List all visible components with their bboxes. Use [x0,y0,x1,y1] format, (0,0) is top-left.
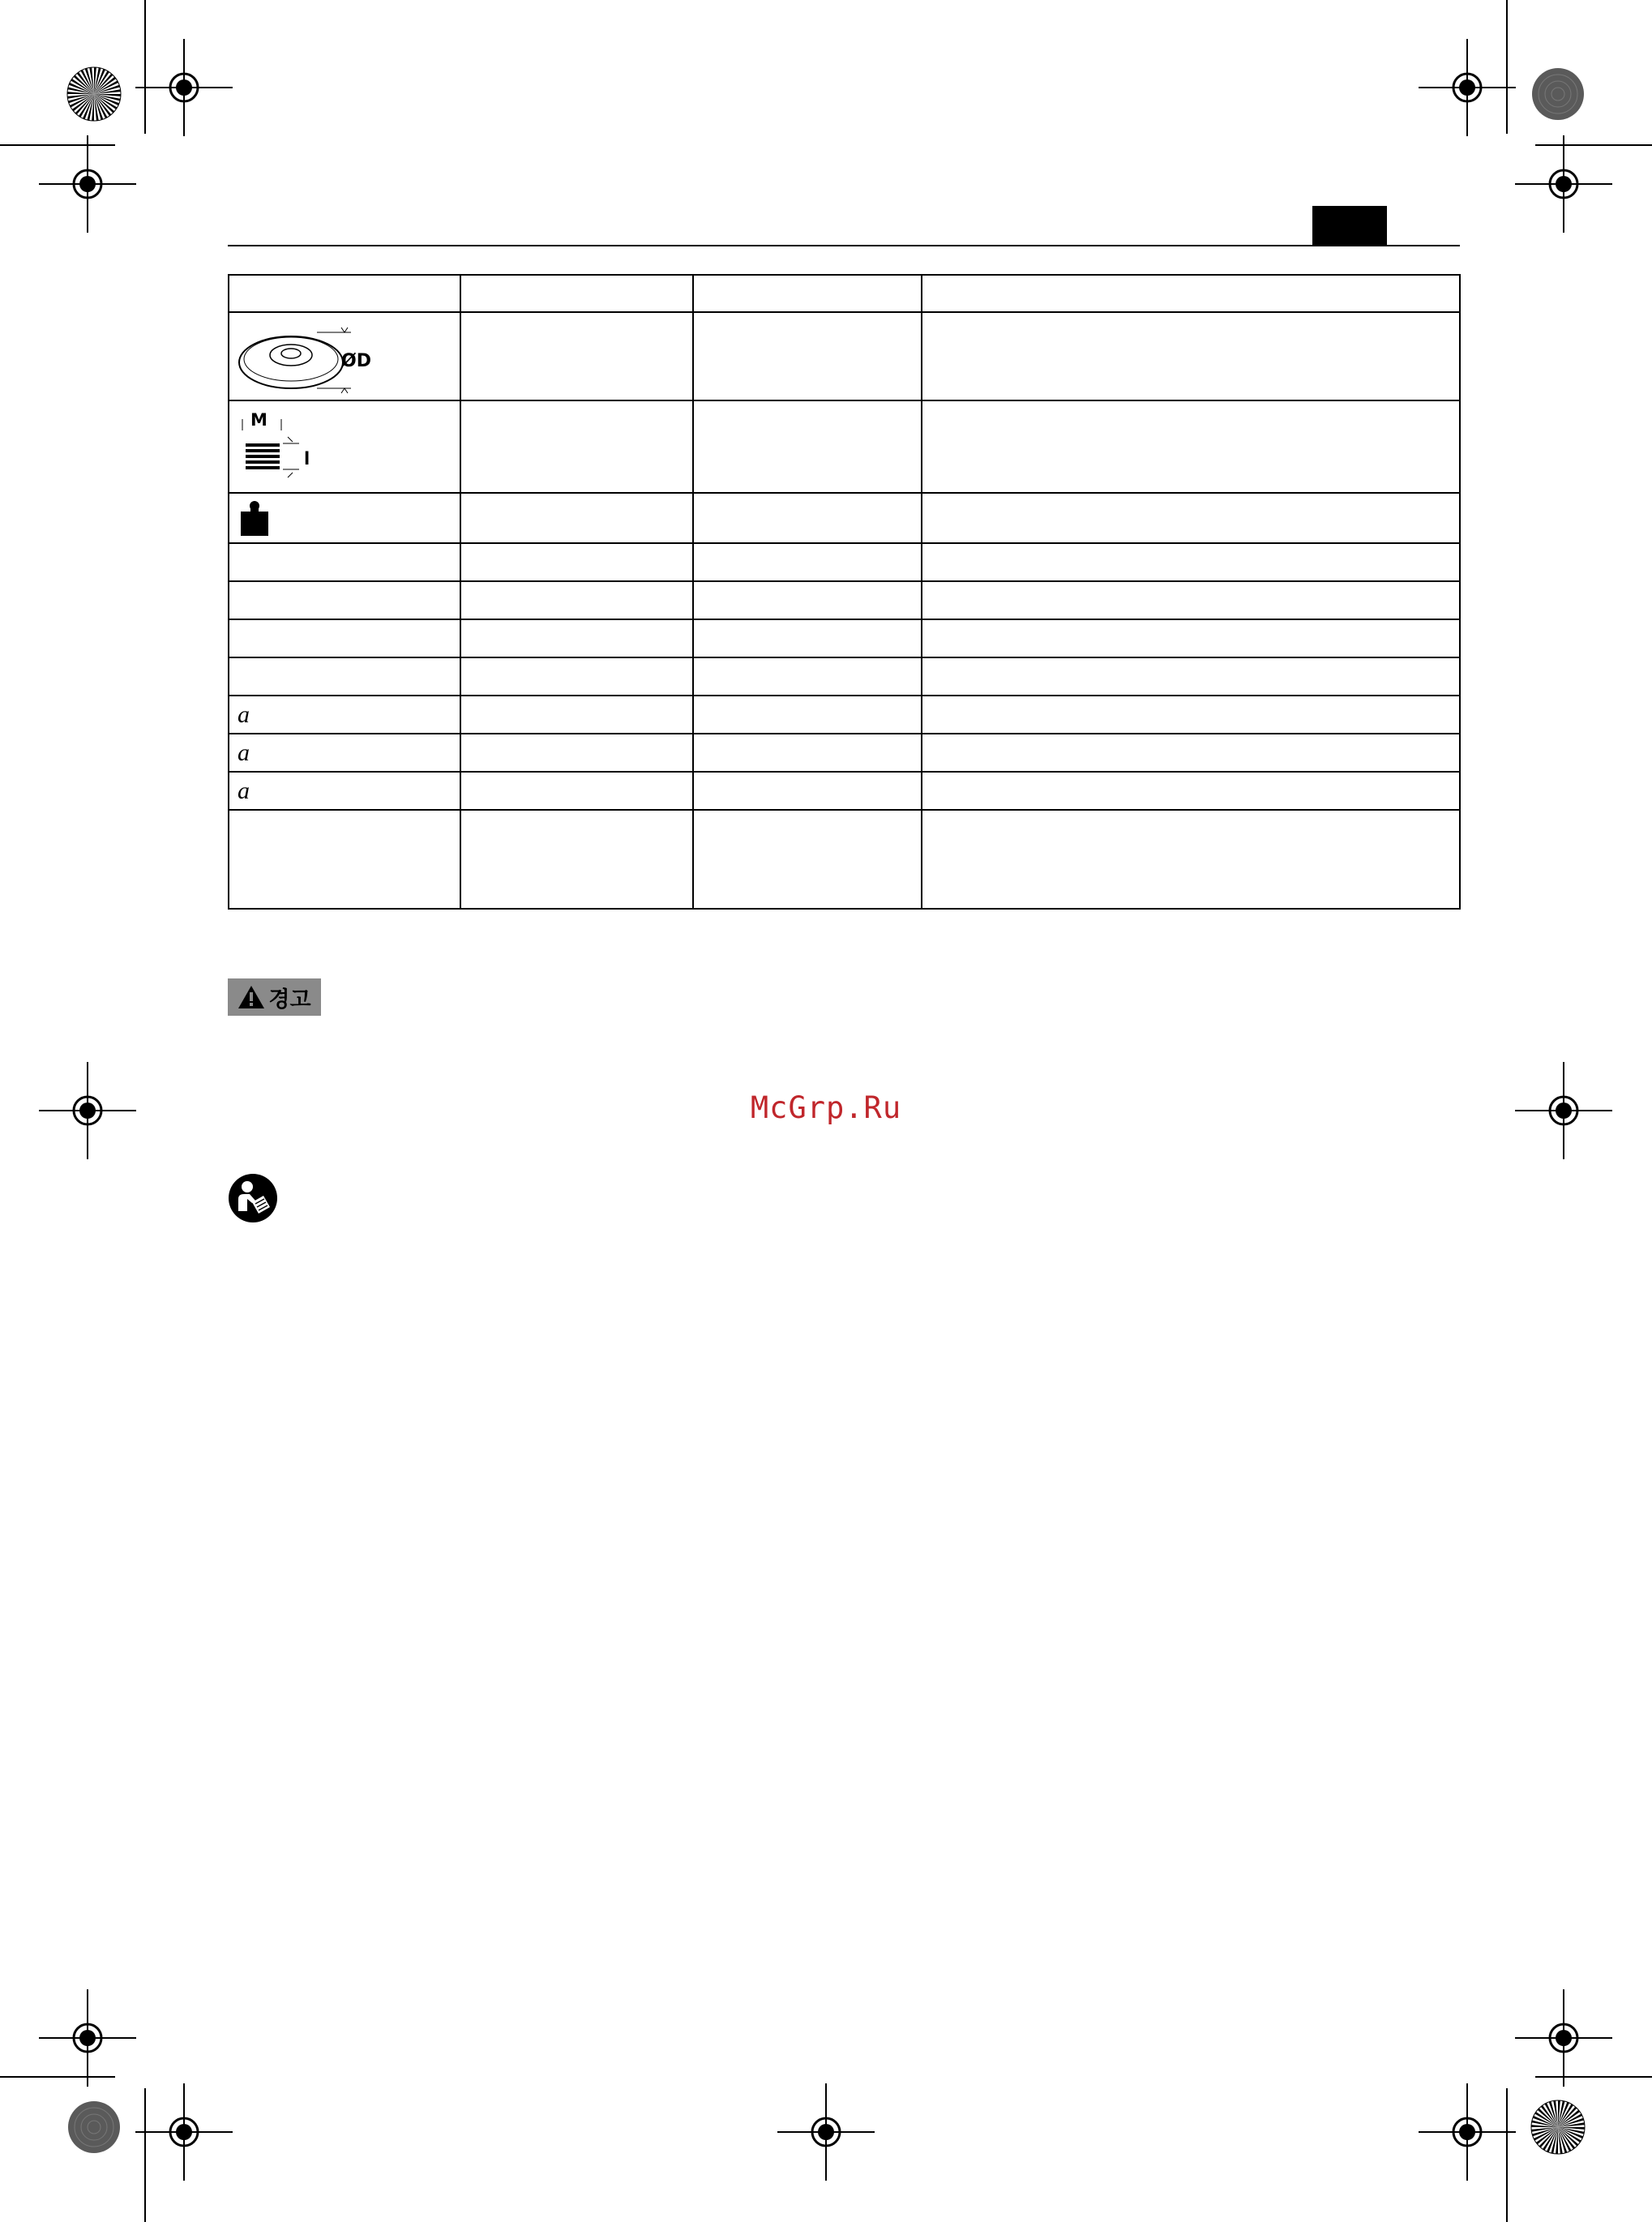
starburst-calibration-icon [1530,2100,1586,2155]
table-cell [693,657,922,696]
registration-mark-icon [777,2083,875,2181]
table-cell [693,275,922,312]
table-cell [460,619,693,657]
registration-mark-icon [135,39,233,136]
table-cell [229,810,460,909]
table-cell [229,657,460,696]
table-cell [922,696,1460,734]
watermark: McGrp.Ru [750,1090,902,1125]
registration-mark-icon [1515,1989,1612,2087]
table-cell [460,400,693,493]
registration-mark-icon [1419,39,1516,136]
table-row [229,696,1460,734]
table-cell [922,734,1460,772]
table-cell [229,400,460,493]
table-cell-symbol: a [229,696,460,734]
table-row [229,312,1460,400]
table-cell [693,312,922,400]
registration-mark-icon [39,1989,136,2087]
table-row [229,493,1460,543]
table-row [229,657,1460,696]
table-cell [229,493,460,543]
table-cell [922,581,1460,619]
table-cell [693,400,922,493]
table-row [229,772,1460,810]
table-cell [460,696,693,734]
table-cell [460,581,693,619]
table-row [229,581,1460,619]
table-cell [922,657,1460,696]
table-cell [693,493,922,543]
header-rule [228,245,1460,246]
table-cell [229,543,460,581]
svg-text:l: l [304,449,310,469]
table-cell [693,810,922,909]
warning-badge [228,978,321,1016]
registration-mark-icon [1419,2083,1516,2181]
table-cell [229,275,460,312]
table-cell [922,772,1460,810]
spindle-thread-icon [234,406,323,487]
read-manual-icon [228,1173,278,1223]
table-row [229,400,1460,493]
table-cell [693,696,922,734]
warning-label: 경고 [268,987,311,1013]
table-cell [922,810,1460,909]
table-header-row [229,275,1460,312]
gray-calibration-icon [66,2100,122,2155]
table-cell [693,543,922,581]
table-row [229,810,1460,909]
table-cell [693,772,922,810]
svg-text:M: M [250,410,267,430]
table-cell [460,312,693,400]
spec-table [228,274,1461,910]
table-row [229,619,1460,657]
table-cell [460,275,693,312]
table-cell [922,400,1460,493]
disc-diameter-icon [238,318,375,396]
table-cell [460,543,693,581]
table-row [229,734,1460,772]
table-cell [693,581,922,619]
registration-mark-icon [1515,135,1612,233]
svg-text:ØD: ØD [341,350,371,371]
weight-icon [238,499,273,537]
table-cell [693,619,922,657]
table-cell [460,810,693,909]
table-row [229,543,1460,581]
table-cell [922,312,1460,400]
table-cell [460,734,693,772]
table-cell [229,312,460,400]
table-cell [229,581,460,619]
starburst-calibration-icon [66,66,122,122]
table-cell-symbol: a [229,772,460,810]
table-cell [460,772,693,810]
gray-calibration-icon [1530,66,1586,122]
table-cell [922,493,1460,543]
table-cell [922,543,1460,581]
table-cell [460,493,693,543]
table-cell [922,619,1460,657]
table-cell [693,734,922,772]
table-cell [460,657,693,696]
page-tab [1312,206,1387,246]
table-cell [922,275,1460,312]
table-cell-symbol: a [229,734,460,772]
registration-mark-icon [135,2083,233,2181]
registration-mark-icon [39,135,136,233]
table-cell [229,619,460,657]
warning-triangle-icon [238,985,265,1009]
